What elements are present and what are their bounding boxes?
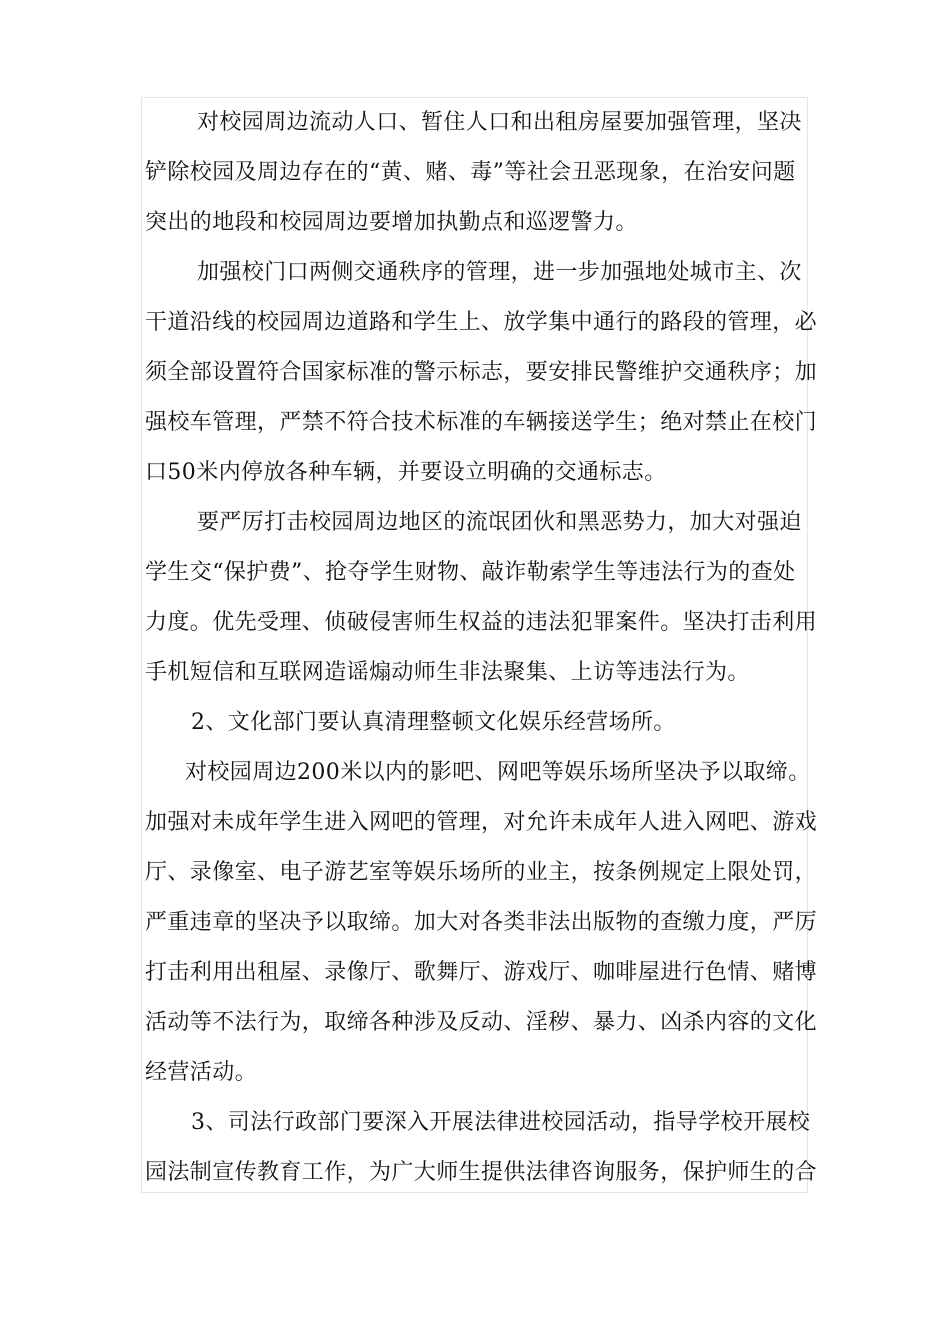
text-line: 严重违章的坚决予以取缔。加大对各类非法出版物的查缴力度，严厉 bbox=[145, 910, 817, 935]
text-line: 学生交“保护费”、抢夺学生财物、敲诈勒索学生等违法行为的查处 bbox=[145, 560, 796, 585]
paragraph-judicial-department bbox=[145, 1098, 817, 1198]
text-line: 加强校门口两侧交通秩序的管理，进一步加强地处城市主、次 bbox=[197, 260, 802, 285]
paragraph-traffic-order bbox=[145, 248, 817, 498]
document-body bbox=[145, 98, 817, 1198]
paragraph-gang-crackdown bbox=[145, 498, 817, 698]
section-heading-culture-department bbox=[145, 698, 817, 748]
paragraph-floating-population bbox=[145, 98, 817, 248]
paragraph-entertainment-venues bbox=[145, 748, 817, 1098]
text-line: 要严厉打击校园周边地区的流氓团伙和黑恶势力，加大对强迫 bbox=[197, 510, 802, 535]
text-line: 园法制宣传教育工作，为广大师生提供法律咨询服务，保护师生的合 bbox=[145, 1160, 817, 1185]
text-line: 厅、录像室、电子游艺室等娱乐场所的业主，按条例规定上限处罚， bbox=[145, 860, 817, 885]
text-line: 加强对未成年学生进入网吧的管理，对允许未成年人进入网吧、游戏 bbox=[145, 810, 817, 835]
text-line: 干道沿线的校园周边道路和学生上、放学集中通行的路段的管理，必 bbox=[145, 310, 817, 335]
text-line: 强校车管理，严禁不符合技术标准的车辆接送学生；绝对禁止在校门 bbox=[145, 410, 817, 435]
text-line: 须全部设置符合国家标准的警示标志，要安排民警维护交通秩序；加 bbox=[145, 360, 817, 385]
text-line: 口50米内停放各种车辆，并要设立明确的交通标志。 bbox=[145, 460, 667, 485]
text-line: 突出的地段和校园周边要增加执勤点和巡逻警力。 bbox=[145, 210, 638, 235]
text-line: 力度。优先受理、侦破侵害师生权益的违法犯罪案件。坚决打击利用 bbox=[145, 610, 817, 635]
text-line: 2、文化部门要认真清理整顿文化娱乐经营场所。 bbox=[191, 710, 676, 735]
text-line: 3、司法行政部门要深入开展法律进校园活动，指导学校开展校 bbox=[191, 1110, 811, 1135]
text-line: 对校园周边200米以内的影吧、网吧等娱乐场所坚决予以取缔。 bbox=[185, 760, 811, 785]
text-line: 打击利用出租屋、录像厅、歌舞厅、游戏厅、咖啡屋进行色情、赌博 bbox=[145, 960, 817, 985]
text-line: 手机短信和互联网造谣煽动师生非法聚集、上访等违法行为。 bbox=[145, 660, 750, 685]
text-line: 铲除校园及周边存在的“黄、赌、毒”等社会丑恶现象，在治安问题 bbox=[145, 160, 796, 185]
text-line: 经营活动。 bbox=[145, 1060, 258, 1085]
text-line: 对校园周边流动人口、暂住人口和出租房屋要加强管理，坚决 bbox=[197, 110, 802, 135]
text-line: 活动等不法行为，取缔各种涉及反动、淫秽、暴力、凶杀内容的文化 bbox=[145, 1010, 817, 1035]
